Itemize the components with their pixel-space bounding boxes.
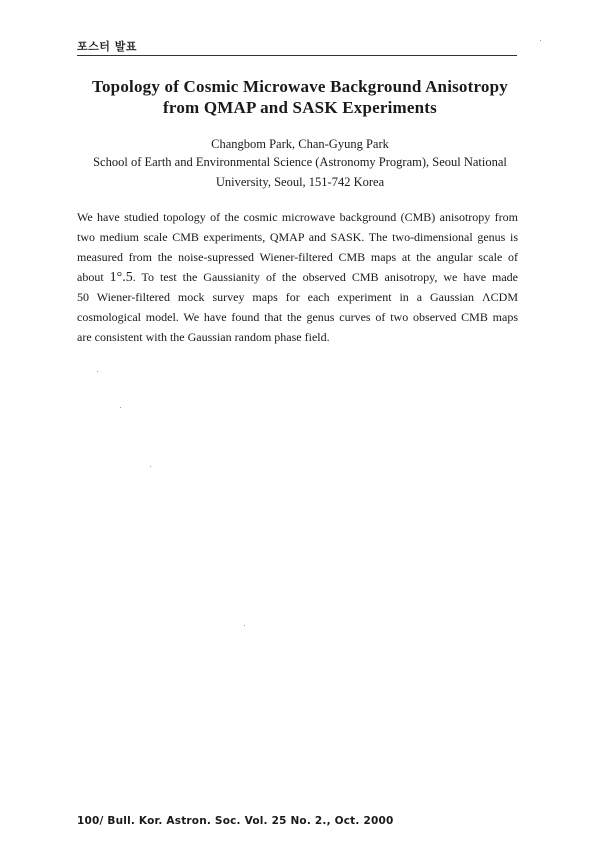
title-line-1: Topology of Cosmic Microwave Background Anisotropy bbox=[92, 77, 508, 96]
abstract-line: cosmological model. We have found that the genus curves of two observed CMB maps bbox=[77, 310, 518, 324]
abstract-line: measured from the noise-supressed Wiener-filtered CMB maps at the angular scale of bbox=[77, 250, 518, 264]
header-rule bbox=[77, 55, 517, 56]
angular-scale-value: 1°.5 bbox=[109, 270, 133, 285]
abstract-line: are consistent with the Gaussian random phase field. bbox=[77, 330, 330, 344]
title-line-2: from QMAP and SASK Experiments bbox=[163, 98, 437, 117]
paper-title bbox=[60, 76, 540, 118]
scan-speck bbox=[150, 466, 151, 467]
scan-speck bbox=[244, 625, 245, 626]
scan-speck bbox=[540, 40, 541, 41]
abstract bbox=[77, 207, 518, 347]
abstract-line: We have studied topology of the cosmic microwave background (CMB) anisotropy from bbox=[77, 210, 518, 224]
scan-speck bbox=[97, 371, 98, 372]
abstract-text: about bbox=[77, 270, 110, 284]
footer-citation: 100/ Bull. Kor. Astron. Soc. Vol. 25 No. 2., Oct. 2000 bbox=[77, 815, 394, 827]
abstract-line: two medium scale CMB experiments, QMAP and SASK. The two-dimensional genus is bbox=[77, 230, 518, 244]
abstract-line bbox=[77, 267, 518, 287]
section-label: 포스터 발표 bbox=[77, 40, 137, 53]
abstract-text: . To test the Gaussianity of the observed CMB anisotropy, we have made bbox=[132, 270, 518, 284]
authors: Changbom Park, Chan-Gyung Park bbox=[211, 137, 389, 151]
abstract-line: 50 Wiener-filtered mock survey maps for each experiment in a Gaussian ΛCDM bbox=[77, 290, 518, 304]
affiliation-line-2: University, Seoul, 151-742 Korea bbox=[215, 175, 385, 189]
affiliation-line-1: School of Earth and Environmental Science (Astronomy Program), Seoul National bbox=[93, 155, 507, 169]
affiliation bbox=[60, 152, 540, 192]
scan-speck bbox=[120, 407, 121, 408]
